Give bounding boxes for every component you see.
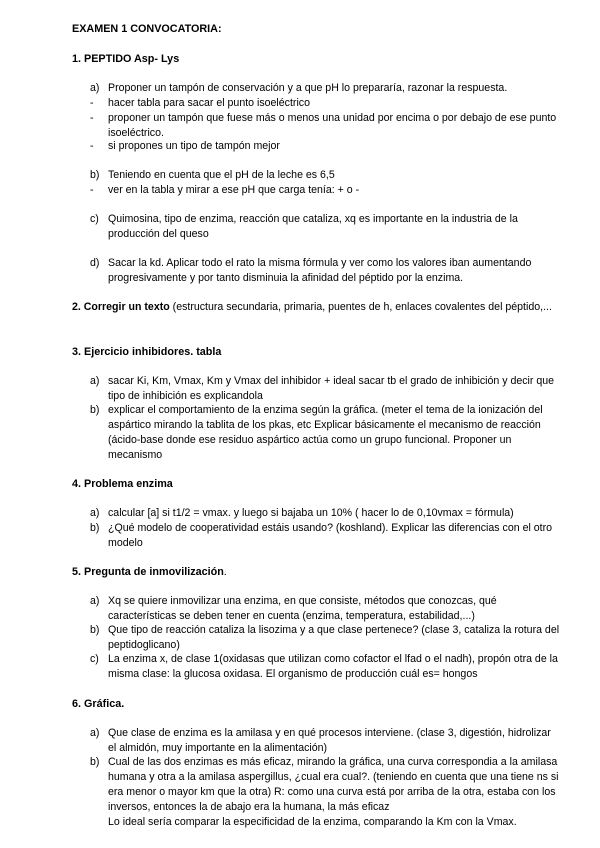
item-label: a) <box>90 727 100 739</box>
section-6-item-b <box>90 755 560 815</box>
item-label: b) <box>90 404 100 416</box>
item-label: c) <box>90 213 99 225</box>
section-1-heading: 1. PEPTIDO Asp- Lys <box>72 53 180 65</box>
section-5-heading-period: . <box>223 566 227 578</box>
item-text: sacar Ki, Km, Vmax, Km y Vmax del inhibidor + ideal sacar tb el grado de inhibición y decir que tipo de inhibición es explicandola <box>108 375 555 402</box>
item-label: c) <box>90 653 99 665</box>
item-text: Lo ideal sería comparar la especificidad de la enzima, comparando la Km con la Vmax. <box>108 816 517 828</box>
section-5-heading-line <box>72 565 227 580</box>
section-3-heading: 3. Ejercicio inhibidores. tabla <box>72 346 222 358</box>
exam-title: EXAMEN 1 CONVOCATORIA: <box>72 23 222 35</box>
item-text: explicar el comportamiento de la enzima según la gráfica. (meter el tema de la ionización del aspártico mirando la tablita de los pkas, etc Explicar básicamente el mecanismo de reacción (ácido-base donde ese residuo aspártico actúa como un grupo funcional. Proponer un mecanismo <box>108 404 543 461</box>
item-label: b) <box>90 624 100 636</box>
item-text: Cual de las dos enzimas es más eficaz, mirando la gráfica, una curva correspondia a la amilasa humana y otra a la amilasa aspergillus, ¿cual era cual?. (teniendo en cuenta que una tiene ns si era menor o mayor km que la otra) R: como una curva está por arriba de la otra, estaba con los inversos, entonces la de abajo era la humana, la más eficaz <box>108 756 559 813</box>
item-label: b) <box>90 522 100 534</box>
item-label: - <box>90 184 94 196</box>
item-text: ver en la tabla y mirar a ese pH que carga tenía: + o - <box>108 184 360 196</box>
item-label: d) <box>90 257 100 269</box>
section-1-bullet-4 <box>90 183 560 198</box>
section-1-item-a <box>90 81 560 96</box>
section-5-item-c <box>90 652 560 682</box>
item-label: a) <box>90 375 100 387</box>
section-6-conclusion <box>90 815 560 830</box>
item-text: Sacar la kd. Aplicar todo el rato la misma fórmula y ver como los valores iban aumentando progresivamente y por tanto disminuia la afinidad del péptido por la enzima. <box>108 257 532 284</box>
section-2-heading: 2. Corregir un texto <box>72 301 170 313</box>
section-4-item-a <box>90 506 560 521</box>
section-2-paragraph <box>72 300 557 315</box>
section-6-item-a <box>90 726 560 756</box>
item-label: - <box>90 140 94 152</box>
item-text: Que clase de enzima es la amilasa y en qué procesos interviene. (clase 3, digestión, hidrolizar el almidón, muy importante en la alimentación) <box>108 727 551 754</box>
section-5-item-a <box>90 594 560 624</box>
section-4-item-b <box>90 521 560 551</box>
item-label: b) <box>90 756 100 768</box>
section-2-text: (estructura secundaria, primaria, puentes de h, enlaces covalentes del péptido,... <box>169 301 552 313</box>
item-text: proponer un tampón que fuese más o menos una unidad por encima o por debajo de ese punto isoeléctrico. <box>108 112 557 139</box>
item-text: Xq se quiere inmovilizar una enzima, en que consiste, métodos que conozcas, qué características se deben tener en cuenta (enzima, temperatura, estabilidad,...) <box>108 595 497 622</box>
item-text: Que tipo de reacción cataliza la lisozima y a que clase pertenece? (clase 3, cataliza la rotura del peptidoglicano) <box>108 624 560 651</box>
section-1-bullet-1 <box>90 96 560 111</box>
item-label: - <box>90 112 94 124</box>
section-4-heading: 4. Problema enzima <box>72 478 173 490</box>
section-1-bullet-3 <box>90 139 560 154</box>
item-text: La enzima x, de clase 1(oxidasas que utilizan como cofactor el lfad o el nadh), propón otra de la misma clase: la glucosa oxidasa. El organismo de producción cuál es= hongos <box>108 653 558 680</box>
section-5-item-b <box>90 623 560 653</box>
item-text: Quimosina, tipo de enzima, reacción que cataliza, xq es importante en la industria de la producción del queso <box>108 213 518 240</box>
section-1-item-b <box>90 168 560 183</box>
item-label: - <box>90 97 94 109</box>
item-label: b) <box>90 169 100 181</box>
item-text: Proponer un tampón de conservación y a que pH lo prepararía, razonar la respuesta. <box>108 82 508 94</box>
item-label: a) <box>90 82 100 94</box>
item-text: hacer tabla para sacar el punto isoeléctrico <box>108 97 310 109</box>
section-6-heading: 6. Gráfica. <box>72 698 125 710</box>
item-label: a) <box>90 595 100 607</box>
section-1-item-d <box>90 256 560 286</box>
section-1-bullet-2 <box>90 111 560 141</box>
section-5-heading: 5. Pregunta de inmovilización <box>72 566 224 578</box>
item-text: si propones un tipo de tampón mejor <box>108 140 280 152</box>
section-3-item-a <box>90 374 560 404</box>
item-label: a) <box>90 507 100 519</box>
item-text: calcular [a] si t1/2 = vmax. y luego si bajaba un 10% ( hacer lo de 0,10vmax = fórmula) <box>108 507 514 519</box>
section-1-item-c <box>90 212 560 242</box>
item-text: ¿Qué modelo de cooperatividad estáis usando? (koshland). Explicar las diferencias con el otro modelo <box>108 522 553 549</box>
section-3-item-b <box>90 403 560 463</box>
item-text: Teniendo en cuenta que el pH de la leche es 6,5 <box>108 169 335 181</box>
